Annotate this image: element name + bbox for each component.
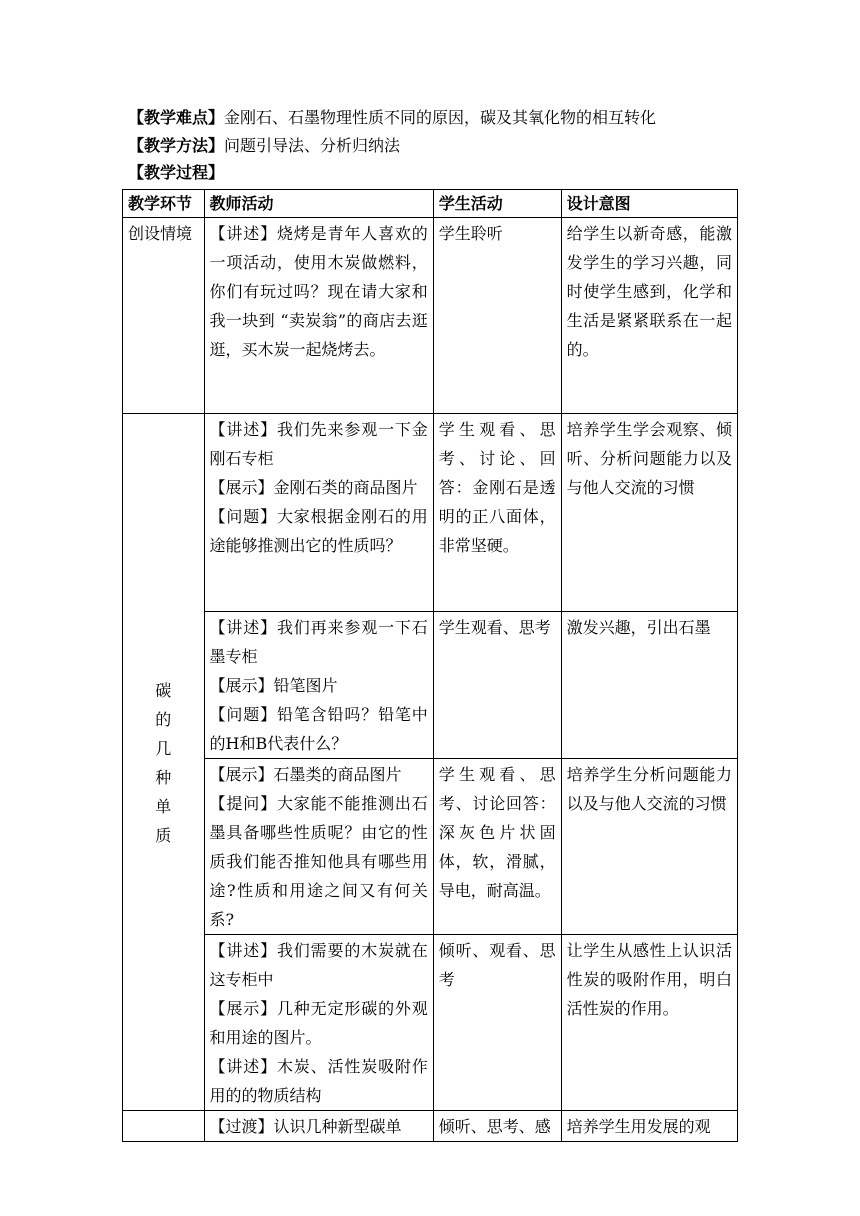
- design-intent-cell: 培养学生学会观察、倾听、分析问题能力以及与他人交流的习惯: [561, 414, 737, 612]
- table-row: [123, 1111, 738, 1142]
- design-intent-cell: 激发兴趣，引出石墨: [561, 612, 737, 759]
- teacher-activity-cell: [204, 612, 433, 759]
- teaching-method-line: [128, 134, 400, 158]
- student-activity-cell: 倾听、思考、感: [433, 1111, 561, 1142]
- teacher-paragraph: 【讲述】我们再来参观一下石墨专柜: [209, 618, 428, 666]
- teacher-paragraph: 【问题】铅笔含铅吗？铅笔中的H和B代表什么？: [209, 705, 428, 753]
- design-intent-cell: 让学生从感性上认识活性炭的吸附作用，明白活性炭的作用。: [561, 935, 737, 1111]
- stage-char: 单: [155, 796, 172, 816]
- design-intent-cell: 培养学生分析问题能力以及与他人交流的习惯: [561, 759, 737, 935]
- teacher-activity-cell: [204, 759, 433, 935]
- method-label: 【教学方法】: [128, 136, 225, 155]
- stage-char: 碳: [155, 680, 172, 700]
- stage-cell: 创设情境: [123, 218, 205, 414]
- stage-char: 种: [155, 767, 172, 787]
- table-header-row: [123, 190, 738, 218]
- teacher-paragraph: 【讲述】我们先来参观一下金刚石专柜: [209, 420, 428, 468]
- teacher-paragraph: 【讲述】我们需要的木炭就在这专柜中: [209, 941, 428, 989]
- header-design-intent: 设计意图: [561, 190, 737, 218]
- student-activity-cell: 学生观看、思考、讨论回答：深灰色片状固体，软，滑腻，导电，耐高温。: [433, 759, 561, 935]
- table-row: [123, 414, 738, 612]
- teaching-difficulty-line: [128, 106, 656, 130]
- table-row: [123, 759, 738, 935]
- table-row: [123, 218, 738, 414]
- header-stage: 教学环节: [123, 190, 205, 218]
- teacher-activity-cell: 【过渡】认识几种新型碳单: [204, 1111, 433, 1142]
- table-row: [123, 935, 738, 1111]
- stage-char: 质: [155, 825, 172, 845]
- stage-char: 几: [155, 738, 172, 758]
- design-intent-cell: 培养学生用发展的观: [561, 1111, 737, 1142]
- teacher-paragraph: 【提问】大家能不能推测出石墨具备哪些性质呢？由它的性质我们能否推知他具有哪些用途?性质和用途之间又有何关系?: [209, 794, 428, 929]
- difficulty-label: 【教学难点】: [128, 108, 225, 127]
- teacher-paragraph: 【问题】大家根据金刚石的用途能够推测出它的性质吗？: [209, 507, 428, 555]
- student-activity-cell: 学生观看、思考、讨论、回答：金刚石是透明的正八面体，非常坚硬。: [433, 414, 561, 612]
- stage-char: 的: [155, 709, 172, 729]
- difficulty-text: 金刚石、石墨物理性质不同的原因，碳及其氧化物的相互转化: [224, 108, 657, 127]
- header-student-activity: 学生活动: [433, 190, 561, 218]
- header-teacher-activity: 教师活动: [204, 190, 433, 218]
- student-activity-cell: 学生观看、思考: [433, 612, 561, 759]
- table-row: [123, 612, 738, 759]
- teacher-paragraph: 【展示】几种无定形碳的外观和用途的图片。: [209, 999, 428, 1047]
- stage-cell: [123, 1111, 205, 1142]
- student-activity-cell: 倾听、观看、思考: [433, 935, 561, 1111]
- method-text: 问题引导法、分析归纳法: [224, 136, 401, 155]
- teacher-activity-cell: 【讲述】烧烤是青年人喜欢的一项活动，使用木炭做燃料，你们有玩过吗？现在请大家和我一块到 “卖炭翁”的商店去逛逛，买木炭一起烧烤去。: [204, 218, 433, 414]
- teacher-activity-cell: [204, 935, 433, 1111]
- teacher-paragraph: 【展示】石墨类的商品图片: [209, 765, 402, 784]
- student-activity-cell: 学生聆听: [433, 218, 561, 414]
- design-intent-cell: 给学生以新奇感，能激发学生的学习兴趣，同时使学生感到，化学和生活是紧紧联系在一起的。: [561, 218, 737, 414]
- process-label: 【教学过程】: [128, 163, 225, 182]
- teacher-paragraph: 【展示】铅笔图片: [209, 676, 338, 695]
- teaching-process-line: [128, 161, 224, 185]
- teacher-activity-cell: [204, 414, 433, 612]
- teacher-paragraph: 【讲述】木炭、活性炭吸附作用的的物质结构: [209, 1057, 428, 1105]
- teacher-paragraph: 【展示】金刚石类的商品图片: [209, 478, 418, 497]
- teaching-process-table: [122, 189, 738, 1142]
- stage-cell-carbon-allotropes: [123, 414, 205, 1111]
